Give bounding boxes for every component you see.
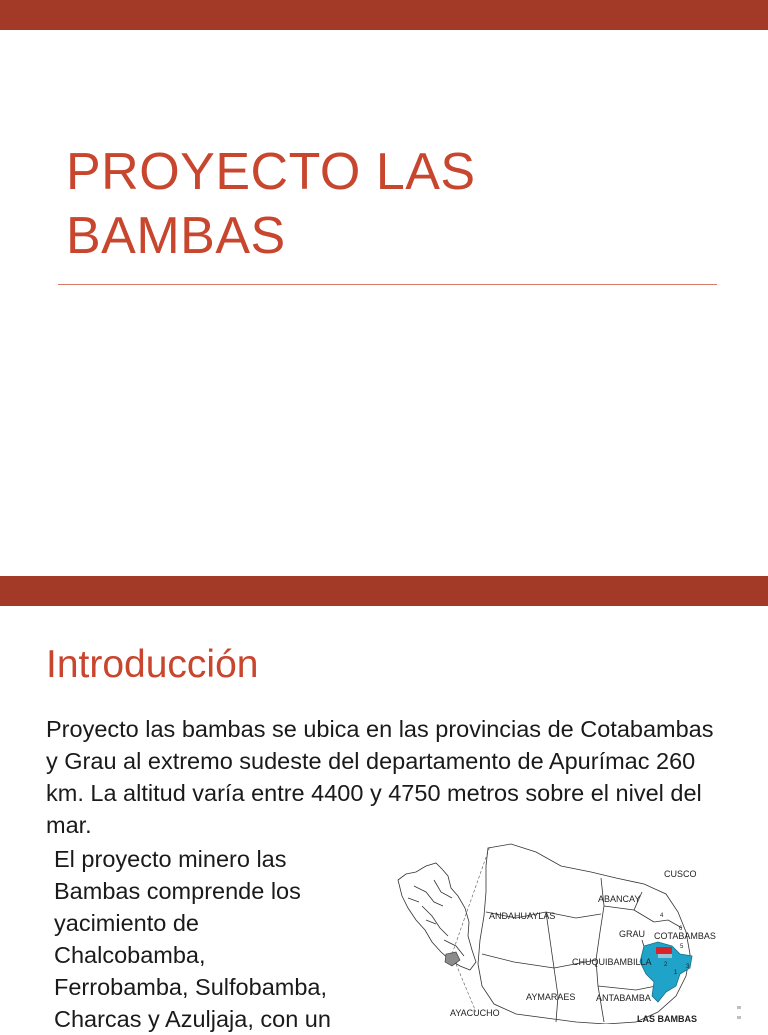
- project-line: Ferrobamba, Sulfobamba,: [54, 974, 328, 1000]
- project-paragraph: [54, 843, 384, 1035]
- intro-paragraph: Proyecto las bambas se ubica en las provincias de Cotabambas y Grau al extremo sudeste del departamento de Apurímac 260 km. La altitud varía entre 4400 y 4750 metros sobre el nivel del mar.: [46, 716, 714, 838]
- map-label-las-bambas: LAS BAMBAS: [637, 1014, 697, 1024]
- inset-connector-lines: [452, 846, 490, 1012]
- map-province-number: 4: [660, 913, 664, 919]
- slide-title-line-2: BAMBAS: [66, 207, 286, 265]
- project-line: yacimiento de: [54, 910, 199, 936]
- project-line: Chalcobamba,: [54, 942, 206, 968]
- page-marker: [737, 1006, 741, 1009]
- region-map: [386, 836, 726, 1024]
- project-line: Charcas y Azuljaja, con un: [54, 1006, 331, 1032]
- title-divider: [58, 284, 717, 285]
- map-label-abancay: ABANCAY: [598, 894, 641, 904]
- project-line: El proyecto minero las: [54, 846, 287, 872]
- las-bambas-location-marker: [656, 947, 672, 954]
- map-label-cotabambas: COTABAMBAS: [654, 931, 716, 941]
- top-accent-band: [0, 0, 768, 30]
- map-province-number: 6: [679, 926, 683, 932]
- las-bambas-marker-fill: [658, 954, 672, 958]
- slide-separator-band: [0, 576, 768, 606]
- peru-inset-map: [398, 863, 476, 970]
- map-province-number: 2: [664, 962, 668, 968]
- map-label-cusco: CUSCO: [664, 869, 697, 879]
- map-label-chuquibambilla: CHUQUIBAMBILLA: [572, 957, 652, 967]
- map-province-number: 1: [674, 970, 678, 976]
- map-province-number: 5: [680, 944, 684, 950]
- map-label-ayacucho: AYACUCHO: [450, 1008, 500, 1018]
- page-marker: [737, 1016, 741, 1019]
- map-label-aymaraes: AYMARAES: [526, 992, 576, 1002]
- section-heading: Introducción: [46, 643, 259, 686]
- slide-title-line-1: PROYECTO LAS: [66, 143, 476, 201]
- map-province-number: 3: [686, 964, 690, 970]
- map-label-antabamba: ANTABAMBA: [596, 993, 651, 1003]
- project-line: Bambas comprende los: [54, 878, 301, 904]
- map-label-grau: GRAU: [619, 929, 646, 939]
- slide-title: [66, 140, 706, 268]
- peru-apurimac-highlight: [445, 952, 460, 966]
- map-label-andahuaylas: ANDAHUAYLAS: [489, 911, 556, 921]
